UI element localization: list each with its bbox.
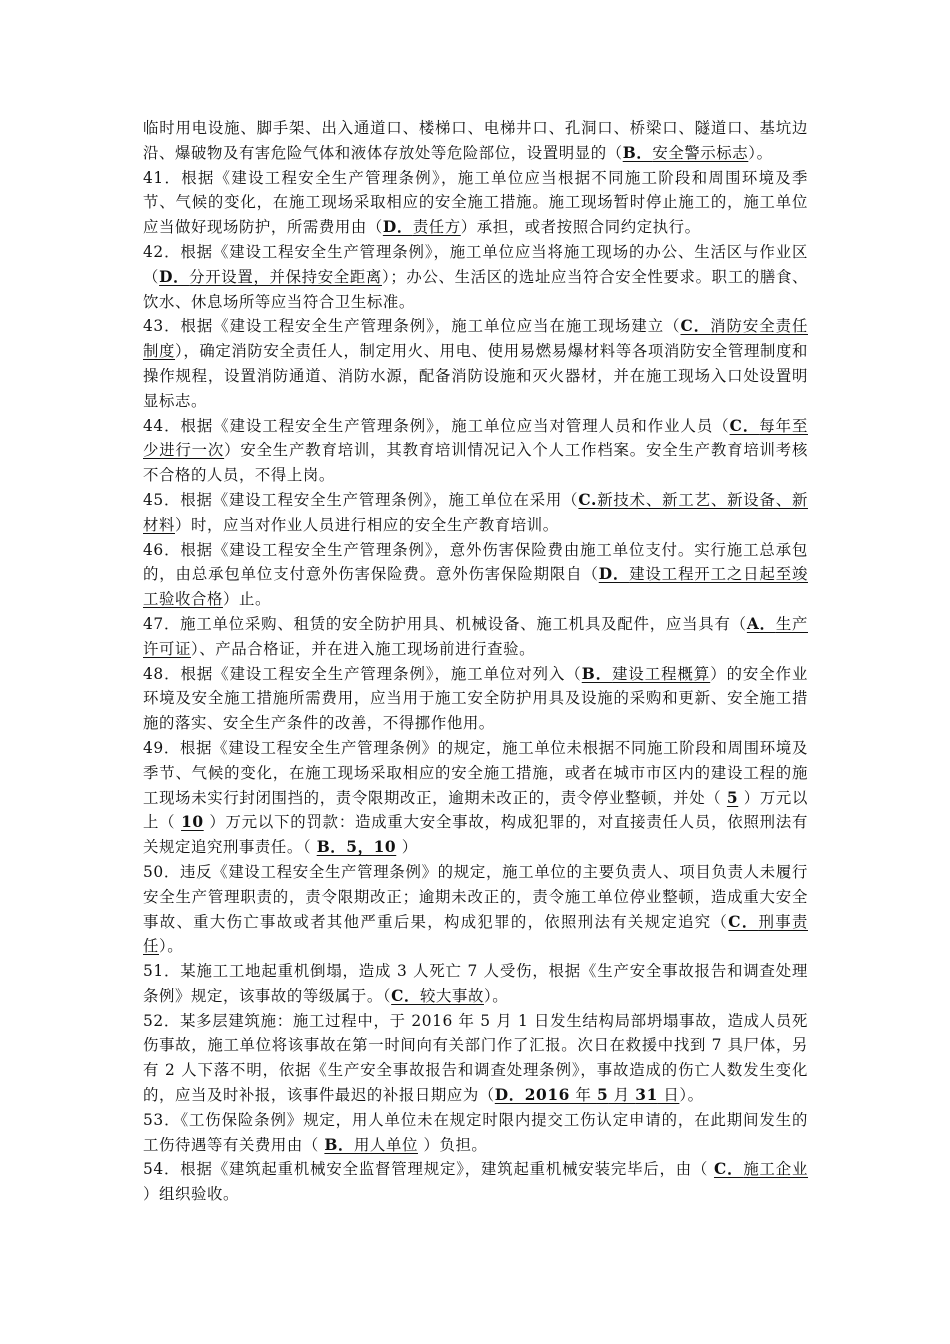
- question-text: ）万元以上（: [143, 788, 808, 832]
- question-text: 42．根据《建设工程安全生产管理条例》，施工单位应当将施工现场的办公、生活区与作业区（: [143, 242, 808, 286]
- question-text: 44．根据《建设工程安全生产管理条例》，施工单位应当对管理人员和作业人员（: [143, 416, 730, 435]
- question-41: [143, 166, 808, 240]
- question-text: ）。: [748, 143, 773, 162]
- answer-text: 日: [657, 1086, 680, 1105]
- question-52: [143, 1009, 808, 1108]
- question-49: [143, 736, 808, 860]
- answer-text: A．: [746, 614, 776, 633]
- answer-text: 5: [726, 788, 739, 807]
- answer-text: B．5，10: [316, 838, 397, 857]
- question-53: [143, 1108, 808, 1158]
- question-54: [143, 1157, 808, 1207]
- answer-text: C．: [728, 912, 759, 931]
- question-text: ）。: [483, 986, 509, 1005]
- question-text: ）；办公、生活区的选址应当符合安全性要求。职工的膳食、饮水、休息场所等应当符合卫生标准。: [143, 267, 809, 311]
- question-45: [143, 488, 808, 538]
- question-text: 51．某施工工地起重机倒塌，造成 3 人死亡 7 人受伤，根据《生产安全事故报告和调查处理条例》规定，该事故的等级属于。（: [143, 962, 808, 1005]
- answer-text: 较大事故: [420, 986, 484, 1005]
- answer-text: D．: [382, 218, 413, 237]
- answer-text: 生产许可证: [143, 614, 808, 658]
- answer-text: 建设工程开工之日起至竣工验收合格: [143, 565, 808, 609]
- question-text: ）的安全作业环境及安全施工措施所需费用，应当用于施工安全防护用具及设施的采购和更新、安全施工措施的落实、安全生产条件的改善，不得挪作他用。: [143, 664, 808, 733]
- question-47: [143, 612, 808, 662]
- answer-text: B．: [622, 143, 653, 162]
- answer-text: B．: [581, 664, 613, 683]
- answer-text: 刑事责任: [143, 912, 808, 956]
- answer-text: C．: [680, 317, 711, 336]
- answer-text: D．: [598, 565, 630, 584]
- question-text: ）: [396, 838, 418, 857]
- question-text: 43．根据《建设工程安全生产管理条例》，施工单位应当在施工现场建立（: [143, 317, 681, 336]
- question-51: [143, 959, 808, 1009]
- question-44: [143, 414, 808, 488]
- question-text: ）、产品合格证，并在进入施工现场前进行查验。: [190, 639, 536, 658]
- answer-text: 月: [608, 1086, 636, 1105]
- answer-text: 每年至少进行一次: [143, 416, 808, 460]
- question-40-tail: [143, 116, 808, 166]
- answer-text: C．: [391, 986, 420, 1005]
- question-text: ）承担，或者按照合同约定执行。: [460, 218, 701, 237]
- question-text: 50．违反《建设工程安全生产管理条例》的规定，施工单位的主要负责人、项目负责人未履行安全生产管理职责的，责令限期改正；逾期未改正的，责令施工单位停业整顿，造成重大安全事故、重大伤亡事故或者其他严重后果，构成犯罪的，依照刑法有关规定追究（: [143, 862, 808, 931]
- question-48: [143, 662, 808, 736]
- answer-text: 建设工程概算: [612, 664, 711, 683]
- answer-text: 施工企业: [743, 1160, 809, 1179]
- question-50: [143, 860, 808, 959]
- question-text: ）组织验收。: [143, 1185, 239, 1204]
- question-text: 52．某多层建筑施：施工过程中，于 2016 年 5 月 1 日发生结构局部坍塌事故，造成人员死伤事故，施工单位将该事故在第一时间向有关部门作了汇报。次日在救援中找到 7 具尸体，另有 2 人下落不明，依据《生产安全事故报告和调查处理条例》，事故造成的伤亡人数发生变化的，应当及时补报，该事件最迟的补报日期应为（: [143, 1011, 808, 1105]
- question-text: 53．《工伤保险条例》规定，用人单位未在规定时限内提交工伤认定申请的，在此期间发生的工伤待遇等有关费用由（: [143, 1110, 808, 1154]
- answer-text: 消防安全责任制度: [143, 317, 808, 361]
- question-text: 46．根据《建设工程安全生产管理条例》，意外伤害保险费由施工单位支付。实行施工总承包的，由总承包单位支付意外伤害保险费。意外伤害保险期限自（: [143, 540, 808, 584]
- answer-text: 责任方: [412, 218, 461, 237]
- question-text: 临时用电设施、脚手架、出入通道口、楼梯口、电梯井口、孔洞口、桥梁口、隧道口、基坑边沿、爆破物及有害危险气体和液体存放处等危险部位，设置明显的（: [143, 119, 808, 162]
- answer-text: 5: [596, 1086, 609, 1105]
- question-text: ）安全生产教育培训，其教育培训情况记入个人工作档案。安全生产教育培训考核不合格的人员，不得上岗。: [143, 441, 808, 485]
- answer-text: 分开设置，并保持安全距离: [189, 267, 382, 286]
- question-42: [143, 240, 808, 314]
- question-text: ）。: [679, 1086, 704, 1105]
- answer-text: 10: [181, 813, 204, 832]
- question-text: 45．根据《建设工程安全生产管理条例》，施工单位在采用（: [143, 490, 579, 509]
- answer-text: 安全警示标志: [652, 143, 749, 162]
- answer-text: C.: [578, 490, 597, 509]
- question-text: ）。: [159, 937, 184, 956]
- question-text: 54．根据《建筑起重机械安全监督管理规定》，建筑起重机械安装完毕后，由（: [143, 1160, 714, 1179]
- answer-text: 用人单位: [354, 1135, 418, 1154]
- answer-text: C．: [713, 1160, 744, 1179]
- question-43: [143, 314, 808, 413]
- question-text: ）负担。: [417, 1135, 488, 1154]
- answer-text: 31: [635, 1086, 658, 1105]
- question-text: 48．根据《建设工程安全生产管理条例》，施工单位对列入（: [143, 664, 582, 683]
- document-page: [143, 116, 808, 1207]
- question-text: ）止。: [222, 590, 271, 609]
- question-text: 41．根据《建设工程安全生产管理条例》，施工单位应当根据不同施工阶段和周围环境及季节、气候的变化，在施工现场采取相应的安全施工措施。施工现场暂时停止施工的，施工单位应当做好现场防护，所需费用由（: [143, 168, 808, 237]
- question-text: 49．根据《建设工程安全生产管理条例》的规定，施工单位未根据不同施工阶段和周围环境及季节、气候的变化，在施工现场采取相应的安全施工措施，或者在城市市区内的建设工程的施工现场未实行封闭围挡的，责令限期改正，逾期未改正的，责令停业整顿，并处（: [143, 738, 808, 807]
- answer-text: D．: [159, 267, 190, 286]
- answer-text: 年: [569, 1086, 597, 1105]
- answer-text: D．2016: [494, 1086, 570, 1105]
- answer-text: C．: [729, 416, 760, 435]
- question-text: ）万元以下的罚款：造成重大安全事故，构成犯罪的，对直接责任人员，依照刑法有关规定追究刑事责任。（: [143, 813, 808, 857]
- question-text: ），确定消防安全责任人，制定用火、用电、使用易燃易爆材料等各项消防安全管理制度和操作规程，设置消防通道、消防水源，配备消防设施和灭火器材，并在施工现场入口处设置明显标志。: [143, 342, 808, 410]
- question-text: ）时，应当对作业人员进行相应的安全生产教育培训。: [174, 515, 559, 534]
- answer-text: B．: [324, 1135, 354, 1154]
- question-46: [143, 538, 808, 612]
- question-text: 47．施工单位采购、租赁的安全防护用具、机械设备、施工机具及配件，应当具有（: [143, 614, 747, 633]
- answer-text: 新技术、新工艺、新设备、新材料: [143, 490, 808, 534]
